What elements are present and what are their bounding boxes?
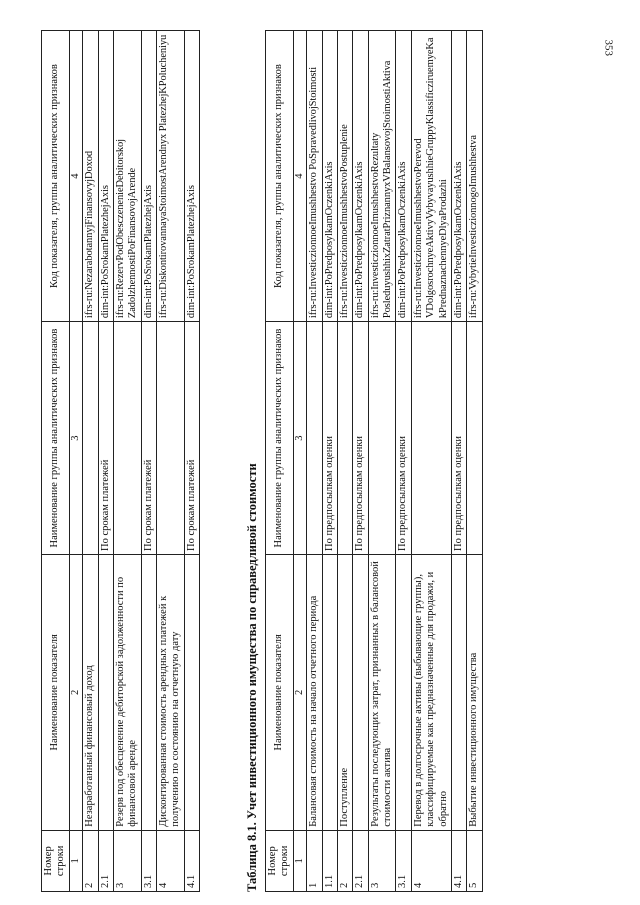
table-row	[467, 31, 482, 892]
table-row	[113, 31, 141, 892]
indicator-code: dim-int:PoSrokamPlatezhejAxis	[141, 31, 156, 322]
group-name: По предпосылкам оценки	[396, 322, 411, 555]
table-caption: Таблица 8.1. Учет инвестиционного имущества по справедливой стоимости	[245, 463, 259, 892]
column-number: 4	[69, 31, 82, 322]
indicator-code: dim-int:PoSrokamPlatezhejAxis	[98, 31, 113, 322]
indicator-name: Поступление	[337, 554, 352, 830]
column-number: 2	[293, 554, 306, 830]
page-number: 353	[602, 39, 614, 56]
indicator-name: Выбытие инвестиционного имущества	[467, 554, 482, 830]
row-number: 4	[157, 830, 185, 891]
indicator-code: ifrs-ru:VybytieInvesticzionnogoImushhestva	[467, 31, 482, 322]
indicator-code: ifrs-ru:DiskontirovannayaStoimostArendnyx PlatezhejKPolucheniyu	[157, 31, 185, 322]
group-name: По предпосылкам оценки	[451, 322, 466, 555]
row-number: 5	[467, 830, 482, 891]
indicator-code: ifrs-ru:NezarabotannyjFinansovyjDoxod	[83, 31, 98, 322]
indicator-code: ifrs-ru:InvesticzionnoeImushhestvoPerevod VDolgosrochnyeAktivyVybyvayushhieGruppyKlassificziruemyeKakPrednaznachennyeDlyaProdazhi	[411, 31, 451, 322]
group-name: По предпосылкам оценки	[353, 322, 368, 555]
row-number: 2	[337, 830, 352, 891]
row-number: 3.1	[396, 830, 411, 891]
table-row	[184, 31, 199, 892]
indicator-code: dim-int:PoPredposylkamOczenkiAxis	[451, 31, 466, 322]
group-name	[157, 322, 185, 555]
rotated-content	[35, 12, 605, 892]
row-number: 4	[411, 830, 451, 891]
group-name: По срокам платежей	[141, 322, 156, 555]
indicator-name: Дисконтированная стоимость арендных платежей к получению по состоянию на отчетную дату	[157, 554, 185, 830]
indicator-code: dim-int:PoPredposylkamOczenkiAxis	[353, 31, 368, 322]
group-name: По срокам платежей	[98, 322, 113, 555]
row-number: 2	[83, 830, 98, 891]
table-1-column-numbers	[69, 31, 82, 892]
indicator-name: Результаты последующих затрат, признанных в балансовой стоимости актива	[368, 554, 396, 830]
row-number: 3	[368, 830, 396, 891]
header-row-number: Номер строки	[266, 830, 294, 891]
indicator-name	[141, 554, 156, 830]
row-number: 1.1	[322, 830, 337, 891]
indicator-code: dim-int:PoPredposylkamOczenkiAxis	[396, 31, 411, 322]
header-code: Код показателя, группы аналитических признаков	[266, 31, 294, 322]
row-number: 3.1	[141, 830, 156, 891]
row-number: 3	[113, 830, 141, 891]
group-name: По срокам платежей	[184, 322, 199, 555]
row-number: 4.1	[184, 830, 199, 891]
group-name: По предпосылкам оценки	[322, 322, 337, 555]
group-name	[411, 322, 451, 555]
group-name	[307, 322, 322, 555]
indicator-name: Перевод в долгосрочные активы (выбывающие группы), классифицируемые как предназначенные для продажи, и обратно	[411, 554, 451, 830]
indicator-code: dim-int:PoSrokamPlatezhejAxis	[184, 31, 199, 322]
table-row	[307, 31, 322, 892]
group-name	[113, 322, 141, 555]
table-2-column-numbers	[293, 31, 306, 892]
table-row	[337, 31, 352, 892]
indicator-name: Незаработанный финансовый доход	[83, 554, 98, 830]
header-code: Код показателя, группы аналитических признаков	[42, 31, 70, 322]
header-row-number: Номер строки	[42, 830, 70, 891]
table-row	[83, 31, 98, 892]
table-row	[368, 31, 396, 892]
column-number: 1	[293, 830, 306, 891]
row-number: 1	[307, 830, 322, 891]
indicator-code: ifrs-ru:InvesticzionnoeImushhestvo PoSpravedlivojStoimosti	[307, 31, 322, 322]
table-row	[411, 31, 451, 892]
table-row	[98, 31, 113, 892]
table-row	[396, 31, 411, 892]
indicator-name: Резерв под обесценение дебиторской задолженности по финансовой аренде	[113, 554, 141, 830]
table-row	[322, 31, 337, 892]
indicator-name	[322, 554, 337, 830]
row-number: 4.1	[451, 830, 466, 891]
table-2-header-row	[266, 31, 294, 892]
indicator-code: dim-int:PoPredposylkamOczenkiAxis	[322, 31, 337, 322]
column-number: 1	[69, 830, 82, 891]
table-1	[41, 30, 200, 892]
header-group-name: Наименование группы аналитических признаков	[42, 322, 70, 555]
header-indicator-name: Наименование показателя	[266, 554, 294, 830]
column-number: 4	[293, 31, 306, 322]
column-number: 3	[293, 322, 306, 555]
table-8-1	[265, 30, 483, 892]
indicator-name	[98, 554, 113, 830]
indicator-name	[184, 554, 199, 830]
table-row	[353, 31, 368, 892]
group-name	[83, 322, 98, 555]
column-number: 3	[69, 322, 82, 555]
table-1-header-row	[42, 31, 70, 892]
indicator-code: ifrs-ru:InvesticzionnoeImushhestvoRezultaty PosleduyushhixZatratPriznannyxVBalansovojStoimostiAktiva	[368, 31, 396, 322]
indicator-name: Балансовая стоимость на начало отчетного периода	[307, 554, 322, 830]
group-name	[337, 322, 352, 555]
header-indicator-name: Наименование показателя	[42, 554, 70, 830]
header-group-name: Наименование группы аналитических признаков	[266, 322, 294, 555]
row-number: 2.1	[98, 830, 113, 891]
indicator-code: ifrs-ru:InvesticzionnoeImushhestvoPostuplenie	[337, 31, 352, 322]
table-row	[141, 31, 156, 892]
table-row	[451, 31, 466, 892]
indicator-name	[396, 554, 411, 830]
group-name	[368, 322, 396, 555]
indicator-code: ifrs-ru:RezervPodObesczenenieDebitorskoj ZadolzhennostiPoFinansovojArende	[113, 31, 141, 322]
table-row	[157, 31, 185, 892]
row-number: 2.1	[353, 830, 368, 891]
indicator-name	[451, 554, 466, 830]
group-name	[467, 322, 482, 555]
indicator-name	[353, 554, 368, 830]
column-number: 2	[69, 554, 82, 830]
